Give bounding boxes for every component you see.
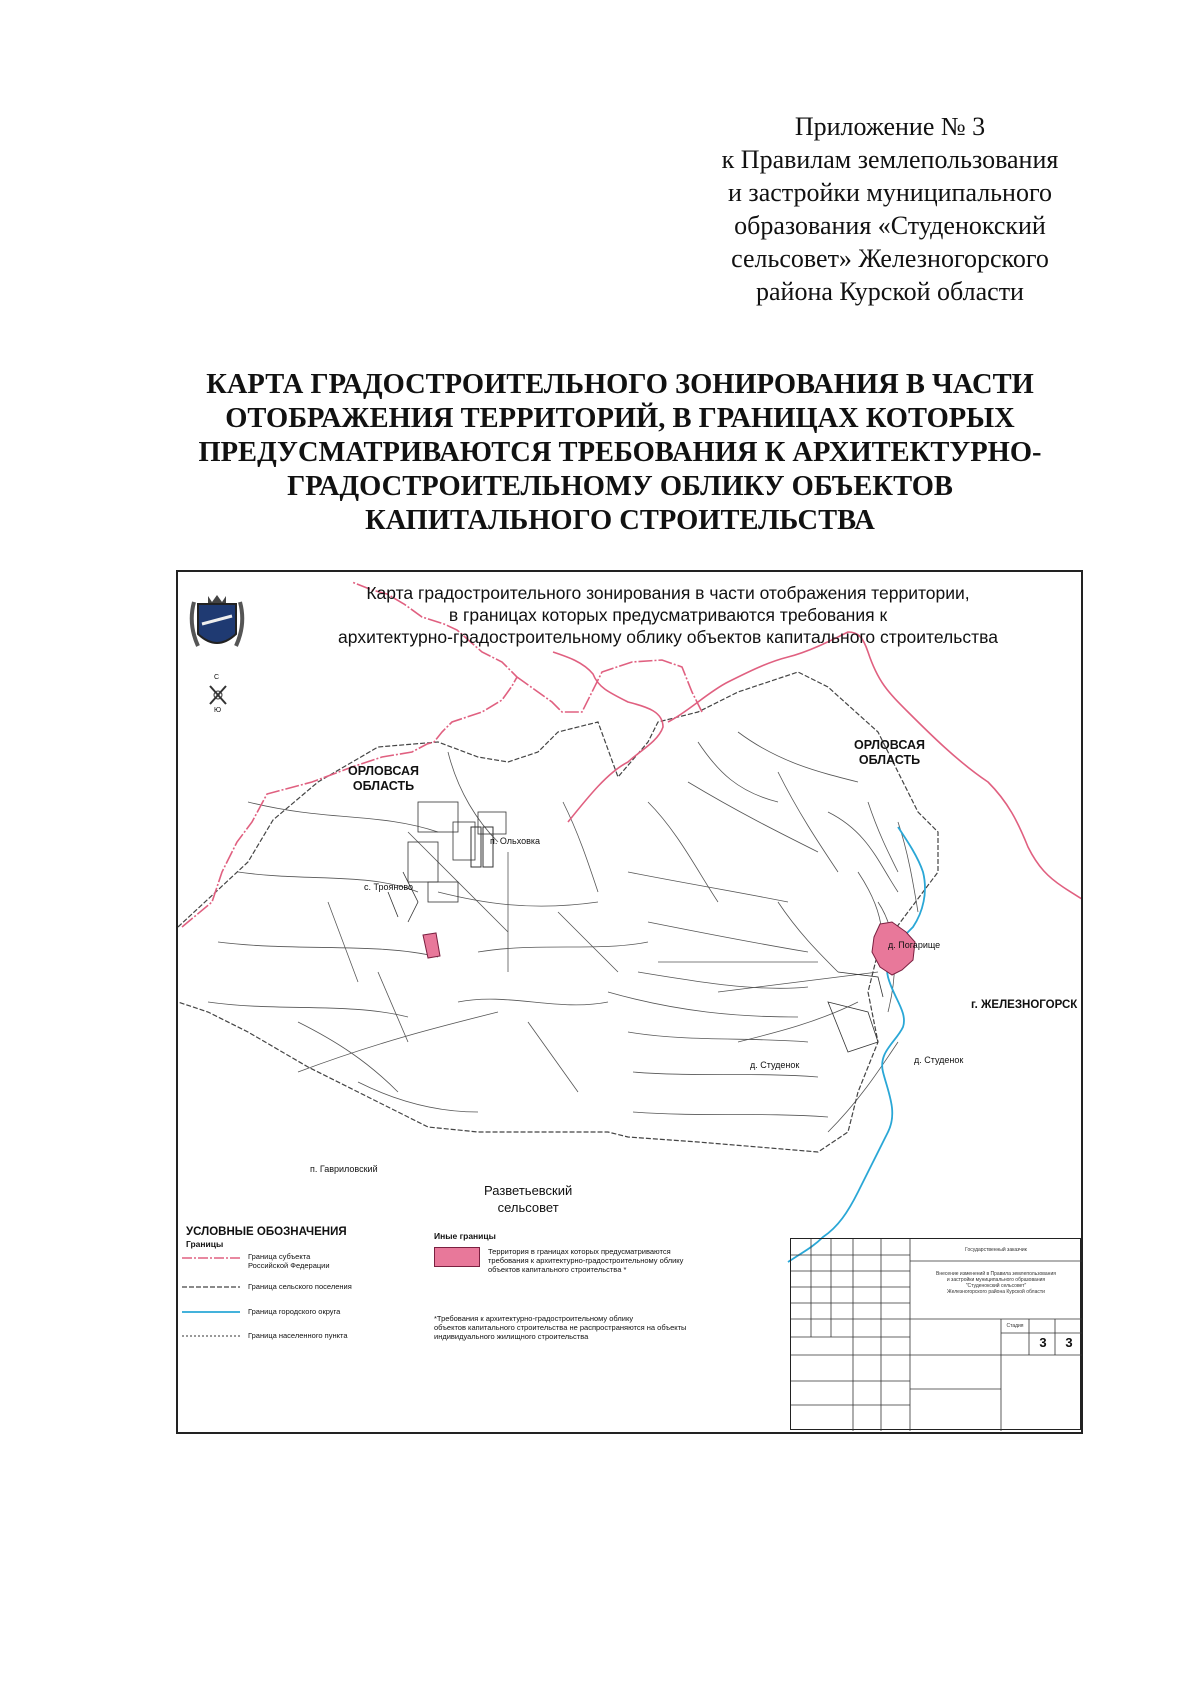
legend-item-rural xyxy=(248,1282,352,1291)
compass-north: С xyxy=(214,674,220,681)
city-district-boundary xyxy=(788,827,925,1262)
legend-title: УСЛОВНЫЕ ОБОЗНАЧЕНИЯ xyxy=(186,1226,347,1238)
place-pogarishche: д. Погарище xyxy=(888,940,941,950)
place-gavrilovsky: п. Гавриловский xyxy=(310,1164,378,1174)
title-line: КАРТА ГРАДОСТРОИТЕЛЬНОГО ЗОНИРОВАНИЯ В ЧАСТИ xyxy=(206,369,1034,400)
place-troyanovo: с. Трояново xyxy=(364,882,414,892)
legend-other-heading: Иные границы xyxy=(434,1231,496,1241)
map-heading-line: Карта градостроительного зонирования в части отображения территории, xyxy=(366,583,970,603)
kursk-coat-of-arms-icon xyxy=(188,594,246,656)
title-block xyxy=(790,1238,1081,1430)
region-word: ОРЛОВСАЯ xyxy=(854,738,926,752)
legend-text: Граница сельского поселения xyxy=(248,1282,352,1291)
appendix-line: Приложение № 3 xyxy=(794,112,986,141)
neighbor-council-label xyxy=(484,1182,572,1216)
legend-text: Территория в границах которых предусматриваются xyxy=(488,1247,671,1256)
title-line: ПРЕДУСМАТРИВАЮТСЯ ТРЕБОВАНИЯ К АРХИТЕКТУРНО- xyxy=(198,437,1042,468)
parcel-lines xyxy=(208,732,918,1132)
place-studenok-east: д. Студенок xyxy=(914,1055,964,1065)
map-heading-line: архитектурно-градостроительному облику объектов капитального строительства xyxy=(338,627,998,647)
appendix-note xyxy=(680,110,1100,308)
footnote-line: индивидуального жилищного строительства xyxy=(434,1332,589,1341)
stamp-text: Железногорского района Курской области xyxy=(947,1289,1045,1295)
document-title xyxy=(180,368,1060,538)
map-heading xyxy=(273,582,1063,648)
legend-text: Граница городского округа xyxy=(248,1307,341,1316)
legend-borders-heading: Границы xyxy=(186,1239,224,1249)
appendix-line: и застройки муниципального xyxy=(728,178,1052,207)
legend-swatch-zone xyxy=(434,1247,480,1267)
council-word: сельсовет xyxy=(497,1200,559,1215)
region-label-orel-east xyxy=(854,738,925,768)
footnote-line: объектов капитального строительства не распространяются на объекты xyxy=(434,1323,687,1332)
legend-item-settlement xyxy=(248,1331,348,1340)
region-label-orel-west xyxy=(348,764,419,794)
legend-item-federal xyxy=(248,1252,330,1270)
legend-text: объектов капитального строительства * xyxy=(488,1265,627,1274)
footnote-line: *Требования к архитектурно-градостроительному облику xyxy=(434,1314,634,1323)
north-arrow-icon xyxy=(207,674,229,718)
stamp-text: "Студенокский сельсовет" xyxy=(965,1283,1027,1289)
place-olkhovka: п. Ольховка xyxy=(490,836,541,846)
legend-item-zone xyxy=(488,1247,683,1274)
title-line: КАПИТАЛЬНОГО СТРОИТЕЛЬСТВА xyxy=(365,505,875,536)
map-heading-line: в границах которых предусматриваются требования к xyxy=(448,605,888,625)
title-line: ОТОБРАЖЕНИЯ ТЕРРИТОРИЙ, В ГРАНИЦАХ КОТОРЫХ xyxy=(225,403,1015,434)
appendix-line: к Правилам землепользования xyxy=(721,145,1059,174)
stamp-project xyxy=(913,1271,1079,1295)
compass-south: Ю xyxy=(214,707,222,714)
title-line: ГРАДОСТРОИТЕЛЬНОМУ ОБЛИКУ ОБЪЕКТОВ xyxy=(287,471,953,502)
region-word: ОБЛАСТЬ xyxy=(858,753,921,767)
place-studenok-center: д. Студенок xyxy=(750,1060,800,1070)
stamp-org: Государственный заказчик xyxy=(965,1247,1027,1253)
legend-text: Граница населенного пункта xyxy=(248,1331,348,1340)
legend-text: Граница субъекта xyxy=(248,1252,311,1261)
stamp-sheets-value: 3 xyxy=(1065,1335,1073,1350)
stamp-text: Внесение изменений в Правила землепользования xyxy=(936,1271,1056,1277)
settlement-troyanovo xyxy=(388,802,506,922)
legend-footnote xyxy=(434,1314,686,1341)
legend-text: требования к архитектурно-градостроительному облику xyxy=(488,1256,684,1265)
stamp-sheet-label: Стадия xyxy=(1006,1323,1024,1329)
stamp-sheet-value: 3 xyxy=(1039,1335,1047,1350)
region-word: ОБЛАСТЬ xyxy=(352,779,415,793)
council-word: Разветьевский xyxy=(484,1183,573,1198)
legend-item-city xyxy=(248,1307,340,1316)
appendix-line: образования «Студенокский xyxy=(734,211,1046,240)
stamp-text: и застройки муниципального образования xyxy=(946,1277,1046,1283)
region-word: ОРЛОВСАЯ xyxy=(348,764,420,778)
map-sheet xyxy=(176,570,1083,1434)
appendix-line: сельсовет» Железногорского xyxy=(731,244,1049,273)
legend-text: Российской Федерации xyxy=(248,1261,330,1270)
city-label-zheleznogorsk: г. ЖЕЛЕЗНОГОРСК xyxy=(971,999,1078,1011)
appendix-line: района Курской области xyxy=(756,277,1024,306)
